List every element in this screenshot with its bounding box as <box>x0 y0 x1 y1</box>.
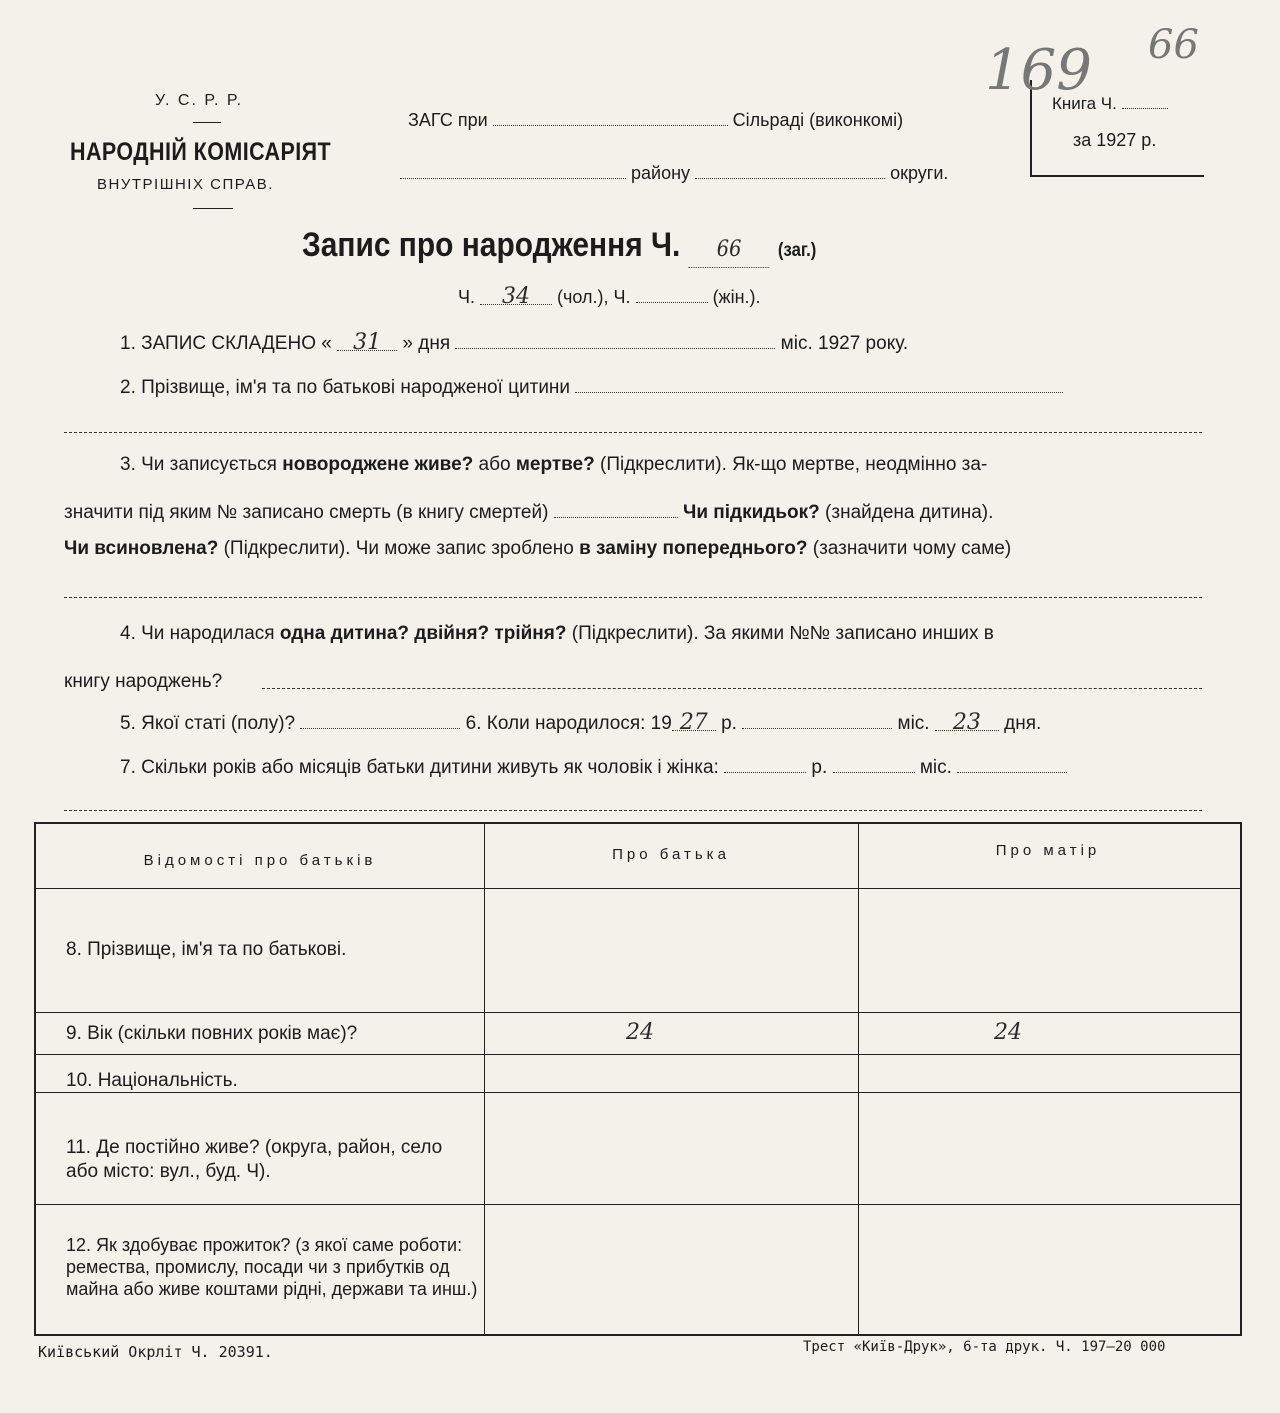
book-label: Книга Ч. <box>1052 94 1117 113</box>
q7-label: 7. Скільки років або місяців батьки дитини живуть як чоловік і жінка: <box>120 757 719 778</box>
q1-label-a: 1. ЗАПИС СКЛАДЕНО « <box>120 333 332 354</box>
q4-text: книгу народжень? <box>64 671 223 692</box>
table-divider <box>36 1054 1240 1055</box>
header-divider <box>193 208 233 209</box>
q3-reason-line <box>64 597 1202 598</box>
table-divider <box>858 824 859 1334</box>
q6-month <box>742 708 892 729</box>
record-sub-numbers <box>458 282 761 308</box>
q6-label: міс. <box>897 713 930 734</box>
q7-years-label: р. <box>811 757 828 778</box>
q7-months-blank <box>833 752 915 773</box>
row-10-label: 10. Національність. <box>66 1070 238 1091</box>
q5-sex-value <box>300 708 460 729</box>
zags-suffix: Сільраді (виконкомі) <box>732 110 904 130</box>
q4-text: (Підкреслити). За якими №№ записано инших в <box>571 623 994 644</box>
table-divider <box>36 888 1240 889</box>
q6-year: 27 <box>672 710 716 731</box>
header-divider <box>193 122 221 123</box>
q4-text: 4. Чи народилася <box>120 623 275 644</box>
district-line <box>400 158 948 184</box>
row-9-label: 9. Вік (скільки повних років має)? <box>66 1023 358 1044</box>
male-label: (чол.), Ч. <box>557 287 631 307</box>
question-4-line-2 <box>64 672 222 692</box>
q4-options: одна дитина? двійня? трійня? <box>279 623 567 644</box>
question-7 <box>120 752 1067 779</box>
table-divider <box>484 824 485 1334</box>
q6-label: 6. Коли народилося: 19 <box>465 713 672 734</box>
pencil-archive-number: 169 <box>985 38 1092 103</box>
q3-adopted-option: Чи всиновлена? <box>64 538 219 559</box>
q1-label-b: » дня <box>402 333 451 354</box>
q3-death-record-blank <box>554 497 678 518</box>
question-4-line-1 <box>120 624 994 644</box>
table-header-mother: Про матір <box>995 842 1101 859</box>
row-9-father: 24 <box>626 1020 654 1045</box>
table-divider <box>36 1012 1240 1013</box>
record-title <box>302 226 816 268</box>
female-number <box>636 282 708 303</box>
question-3-line-3 <box>64 539 1011 559</box>
male-number: 34 <box>480 284 552 305</box>
book-value <box>1122 88 1168 109</box>
district-value <box>400 158 626 179</box>
q3-text: значити під яким № записано смерть (в книгу смертей) <box>64 502 549 523</box>
q2-given-name-line <box>64 432 1202 433</box>
question-1 <box>120 328 908 355</box>
q7-tail-blank <box>957 752 1067 773</box>
row-8-label: 8. Прізвище, ім'я та по батькові. <box>66 939 347 960</box>
q3-replacement-option: в заміну попереднього? <box>579 538 808 559</box>
q3-text: (Підкреслити). Як-що мертве, неодмінно за- <box>600 454 988 475</box>
q4-records-line <box>262 688 1202 689</box>
q6-day: 23 <box>935 710 999 731</box>
pencil-sheet-number: 66 <box>1148 22 1199 68</box>
question-5-6 <box>120 708 1041 735</box>
q1-day: 31 <box>337 330 397 351</box>
table-header-father: Про батька <box>612 846 730 863</box>
q7-months-label: міс. <box>919 757 952 778</box>
q3-text: (знайдена дитина). <box>825 502 994 523</box>
q6-label: р. <box>721 713 737 734</box>
q3-foundling-option: Чи підкидьок? <box>682 502 820 523</box>
record-number: 66 <box>689 237 770 268</box>
table-divider <box>36 1204 1240 1205</box>
q2-surname <box>575 372 1063 393</box>
q6-label: дня. <box>1004 713 1042 734</box>
department-label: ВНУТРІШНІХ СПРАВ. <box>97 176 274 193</box>
zags-prefix: ЗАГС при <box>408 110 488 130</box>
question-3-line-2 <box>64 497 993 523</box>
q3-text: або <box>478 454 511 475</box>
zags-village-value <box>493 105 728 126</box>
record-title-suffix: (заг.) <box>777 240 817 261</box>
sub-prefix: Ч. <box>458 287 475 307</box>
q7-line <box>64 810 1202 811</box>
parents-table <box>34 822 1242 1336</box>
question-2 <box>120 372 1063 399</box>
q5-label: 5. Якої статі (полу)? <box>120 713 296 734</box>
table-header-info: Відомості про батьків <box>143 852 377 869</box>
district-label: району <box>631 163 691 183</box>
row-11-label: 11. Де постійно живе? (округа, район, село або місто: вул., буд. Ч). <box>66 1137 443 1182</box>
okrug-label: округи. <box>890 163 949 183</box>
female-label: (жін.). <box>712 287 761 307</box>
book-year: за 1927 р. <box>1073 130 1157 150</box>
q1-month <box>455 328 775 349</box>
row-9-mother: 24 <box>994 1020 1022 1045</box>
republic-label: У. С. Р. Р. <box>155 92 244 109</box>
okrug-value <box>695 158 885 179</box>
q1-label-c: міс. 1927 року. <box>780 333 909 354</box>
footer-printer-left: Київський Окрліт Ч. 20391. <box>38 1343 273 1361</box>
q2-label: 2. Прізвище, ім'я та по батькові народженої цитини <box>120 377 571 398</box>
q3-text: (зазначити чому саме) <box>812 538 1012 559</box>
question-3-line-1 <box>120 455 987 475</box>
q3-text: (Підкреслити). Чи може запис зроблено <box>223 538 574 559</box>
q7-years-blank <box>724 752 806 773</box>
zags-line <box>408 105 903 131</box>
q3-text: 3. Чи записується <box>120 454 277 475</box>
record-title-text: Запис про народження Ч. <box>302 226 681 264</box>
q3-alive-option: новороджене живе? <box>282 454 474 475</box>
footer-printer-right: Трест «Київ-Друк», 6-та друк. Ч. 197—20 000 <box>803 1339 1166 1355</box>
row-12-label: 12. Як здобуває прожиток? (з якої саме роботи: ремества, промислу, посади чи з прибутків од майна або живе коштами рідні, держави та инш.) <box>66 1235 478 1299</box>
q3-dead-option: мертве? <box>515 454 595 475</box>
commissariat-label: НАРОДНІЙ КОМІСАРІЯТ <box>70 138 332 166</box>
